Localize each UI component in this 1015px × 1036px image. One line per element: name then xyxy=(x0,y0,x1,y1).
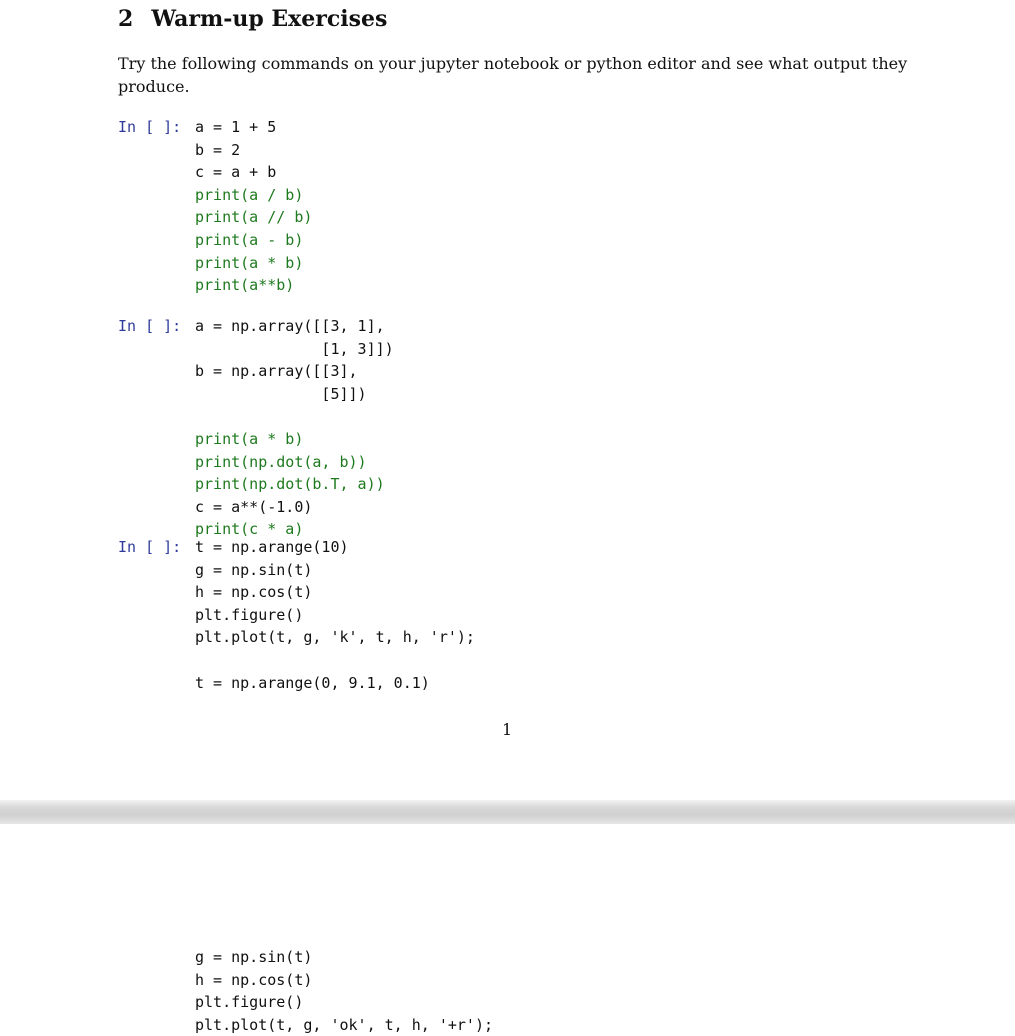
code-line: c = a + b xyxy=(195,163,277,182)
code-line: h = np.cos(t) xyxy=(195,970,313,989)
code-line: a = 1 + 5 xyxy=(195,118,277,136)
cell-prompt: In [ ]: xyxy=(118,118,182,136)
section-heading xyxy=(118,6,387,32)
code-line: b = 2 xyxy=(195,140,241,159)
code-line: c = a**(-1.0) xyxy=(195,497,313,516)
code-line: h = np.cos(t) xyxy=(195,583,313,602)
cell-prompt: In [ ]: xyxy=(118,538,182,556)
code-line: plt.plot(t, g, 'ok', t, h, '+r'); xyxy=(195,1015,494,1034)
code-line: print(a // b) xyxy=(195,208,313,227)
cell-prompt: In [ ]: xyxy=(118,317,182,335)
code-line: print(a - b) xyxy=(195,230,304,249)
code-line: print(a / b) xyxy=(195,185,304,204)
code-line: g = np.sin(t) xyxy=(195,560,313,579)
code-block xyxy=(195,946,493,1036)
code-line xyxy=(195,405,394,428)
code-line: print(np.dot(b.T, a)) xyxy=(195,475,385,494)
code-block xyxy=(195,116,312,297)
code-line: plt.figure() xyxy=(195,605,304,624)
code-line: t = np.arange(0, 9.1, 0.1) xyxy=(195,673,430,692)
code-line: print(c * a) xyxy=(195,520,304,539)
code-block xyxy=(195,315,394,541)
code-line: b = np.array([[3], xyxy=(195,362,358,381)
page-separator xyxy=(0,800,1015,824)
code-line: print(np.dot(a, b)) xyxy=(195,452,367,471)
code-line xyxy=(195,649,475,672)
page-number: 1 xyxy=(502,720,513,739)
section-title: Warm-up Exercises xyxy=(151,6,388,32)
code-line: print(a * b) xyxy=(195,429,304,448)
code-line: [5]]) xyxy=(195,384,367,403)
code-line: [1, 3]]) xyxy=(195,339,394,358)
code-line: g = np.sin(t) xyxy=(195,948,313,966)
code-line: print(a**b) xyxy=(195,276,295,295)
code-line: plt.plot(t, g, 'k', t, h, 'r'); xyxy=(195,628,475,647)
code-line: print(a * b) xyxy=(195,253,304,272)
document-page-2 xyxy=(0,824,1015,1034)
code-line: t = np.arange(10) xyxy=(195,538,349,556)
code-line: plt.figure() xyxy=(195,993,304,1012)
section-number: 2 xyxy=(118,6,134,32)
code-line: a = np.array([[3, 1], xyxy=(195,317,385,335)
intro-paragraph: Try the following commands on your jupyter notebook or python editor and see what output they produce. xyxy=(118,54,908,96)
code-block xyxy=(195,536,475,694)
